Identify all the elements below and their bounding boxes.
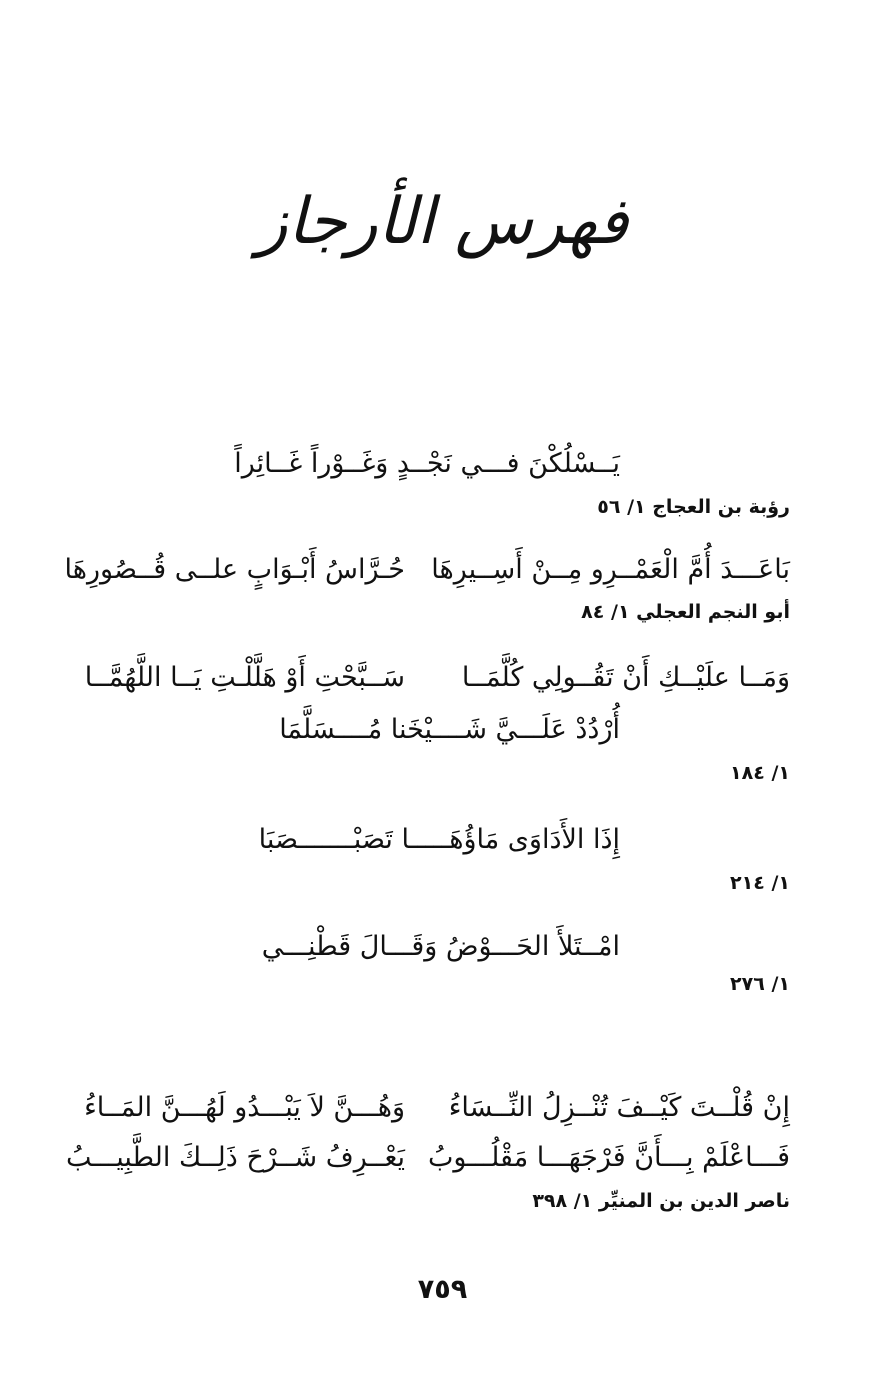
verse-hemistich-first: فَـــاعْلَمْ بِـــأَنَّ فَرْجَهَـــا مَقْلُـــوبُ [428, 1142, 790, 1173]
page-title: فهرس الأرجاز [256, 185, 629, 259]
verse-reference: رؤبة بن العجاج ١/ ٥٦ [597, 496, 790, 518]
verse-line [90, 818, 790, 862]
verse-line [65, 1136, 790, 1180]
verse-line [90, 708, 790, 752]
verse-line [84, 1086, 790, 1130]
verse-hemistich: أُرْدُدْ عَلَـــيَّ شَــــيْخَنا مُــــسَلَّمَا [279, 714, 620, 745]
verse-line [90, 925, 790, 969]
verse-reference: ١/ ٢٧٦ [730, 973, 790, 995]
verse-hemistich-second: سَــبَّحْتِ أَوْ هَلَّلْـتِ يَــا اللَّهُمَّــا [84, 662, 405, 693]
verse-hemistich-second: وَهُـــنَّ لاَ يَبْـــدُو لَهُـــنَّ المَــاءُ [84, 1092, 405, 1123]
verse-hemistich: إِذَا الأَدَاوَى مَاؤُهَـــــا تَصَبْـــــــصَبَا [258, 824, 620, 855]
verse-hemistich-first: بَاعَـــدَ أُمَّ الْعَمْــرِو مِــنْ أَسِــيرِهَا [431, 554, 790, 585]
verse-reference: ١/ ٢١٤ [730, 872, 790, 894]
page-number: ٧٥٩ [417, 1274, 468, 1305]
verse-hemistich: يَــسْلُكْنَ فـــي نَجْــدٍ وَغَــوْراً غَــائِراً [234, 448, 620, 479]
verse-line [90, 442, 790, 486]
verse-hemistich-first: وَمَــا علَيْــكِ أَنْ تَقُــولِي كُلَّمَــا [461, 662, 790, 693]
verse-hemistich: امْــتَلأَ الحَـــوْضُ وَقَـــالَ قَطْنِـــي [261, 931, 620, 962]
verse-reference: ١/ ١٨٤ [730, 762, 790, 784]
verse-hemistich-second: حُـرَّاسُ أَبْـوَابٍ علــى قُــصُورِهَا [64, 554, 405, 585]
verse-line [84, 656, 790, 700]
verse-hemistich-first: إِنْ قُلْــتَ كَيْــفَ تُنْــزِلُ النِّــسَاءُ [448, 1092, 790, 1123]
verse-reference: أبو النجم العجلي ١/ ٨٤ [581, 601, 790, 623]
verse-hemistich-second: يَعْــرِفُ شَــرْحَ ذَلِــكَ الطَّبِيـــبُ [65, 1142, 405, 1173]
verse-reference: ناصر الدين بن المنيِّر ١/ ٣٩٨ [532, 1190, 790, 1212]
verse-line [64, 548, 790, 592]
